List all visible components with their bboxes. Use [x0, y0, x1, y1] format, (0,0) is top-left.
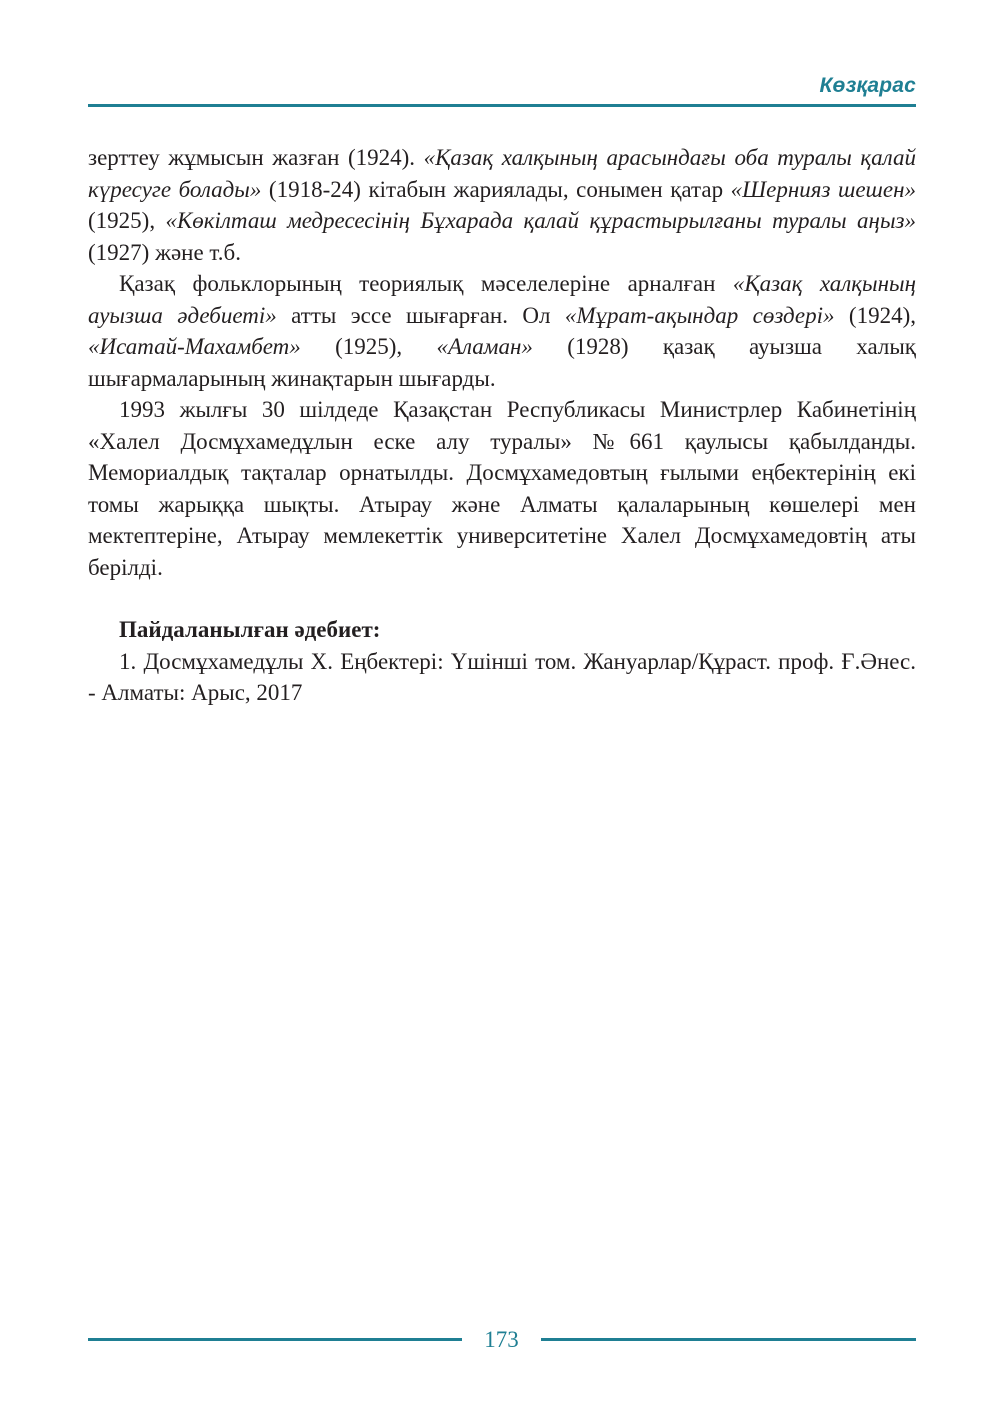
paragraph-text: зерттеу жұмысын жазған (1924).: [88, 145, 424, 170]
italic-title-text: «Көкілташ медресесінің Бұхарада қалай құрастырылғаны туралы аңыз»: [165, 208, 916, 233]
paragraph-text: атты эссе шығарған. Ол: [276, 302, 565, 328]
italic-title-text: «Мұрат-ақындар сөздері»: [564, 302, 835, 328]
paragraph-text: (1928) қазақ ауызша халық шығармаларының жинақтарын шығарды.: [88, 334, 916, 391]
italic-title-text: «Қазақ халқының арасындағы оба туралы қалай күресуге болады»: [88, 145, 916, 202]
paragraph-text: (1924),: [834, 302, 917, 328]
article-body: [88, 142, 916, 709]
italic-title-text: «Аламан»: [436, 334, 533, 359]
italic-title-text: «Қазақ халқының ауызша әдебиеті»: [88, 271, 916, 328]
paragraph-2: [88, 268, 916, 394]
references-heading: Пайдаланылған әдебиет:: [119, 617, 381, 642]
page-number: 173: [484, 1327, 519, 1352]
paragraph-text: (1918-24) кітабын жариялады, сонымен қатар: [261, 176, 731, 202]
footer-divider-left: [88, 1338, 462, 1341]
paragraph-3: 1993 жылғы 30 шілдеде Қазақстан Республикасы Министрлер Кабинетінің «Халел Досмұхамедұлын еске алу туралы» №661 қаулысы қабылданды. Мемориалдық тақталар орнатылды. Досмұхамедовтың ғылыми еңбектерінің екі томы жарыққа шықты. Атырау және Алматы қалаларының көшелері мен мектептеріне, Атырау мемлекеттік университетіне Халел Досмұхамедовтің аты берілді.: [88, 397, 916, 580]
paragraph-text: (1927) және т.б.: [88, 239, 241, 265]
running-header-title: Көзқарас: [819, 74, 916, 97]
reference-item-1: 1. Досмұхамедұлы Х. Еңбектері: Үшінші том. Жануарлар/Құраст. проф. Ғ.Әнес. - Алматы: Арыс, 2017: [88, 648, 916, 705]
footer-divider-right: [541, 1338, 916, 1341]
paragraph-text: Қазақ фольклорының теориялық мәселелеріне арналған: [119, 271, 733, 296]
header-divider: [88, 104, 916, 107]
paragraph-1: [88, 142, 916, 268]
italic-title-text: «Исатай-Махамбет»: [88, 334, 301, 359]
italic-title-text: «Шернияз шешен»: [730, 176, 917, 202]
paragraph-text: (1925),: [300, 334, 437, 359]
paragraph-text: (1925),: [88, 208, 166, 233]
